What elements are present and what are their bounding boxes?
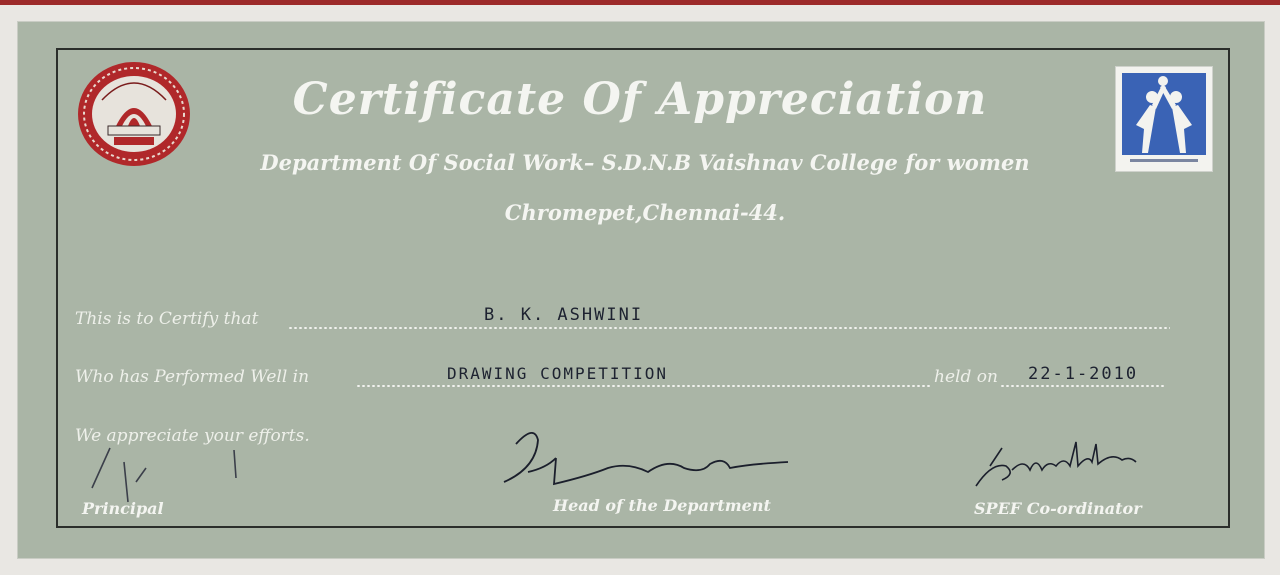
event-name: DRAWING COMPETITION [447,364,669,383]
performed-label: Who has Performed Well in [75,367,310,387]
event-dotted-line [356,385,930,387]
college-address: Chromepet,Chennai-44. [504,200,786,225]
department-name: Department Of Social Work– S.D.N.B Vaishnav College for women [260,150,1030,175]
certify-label: This is to Certify that [75,309,259,329]
appreciation-text: We appreciate your efforts. [75,426,310,446]
date-dotted-line [1000,385,1166,387]
principal-label: Principal [82,499,164,518]
hod-signature [498,428,798,498]
top-edge-strip [0,0,1280,5]
coordinator-signature [972,436,1152,496]
hod-label: Head of the Department [553,496,771,515]
recipient-dotted-line [288,327,1170,329]
held-on-label: held on [934,367,998,387]
event-date: 22-1-2010 [1028,364,1139,384]
certificate-title: Certificate Of Appreciation [292,74,988,125]
coordinator-label: SPEF Co-ordinator [974,499,1142,518]
recipient-name: B. K. ASHWINI [484,305,644,325]
